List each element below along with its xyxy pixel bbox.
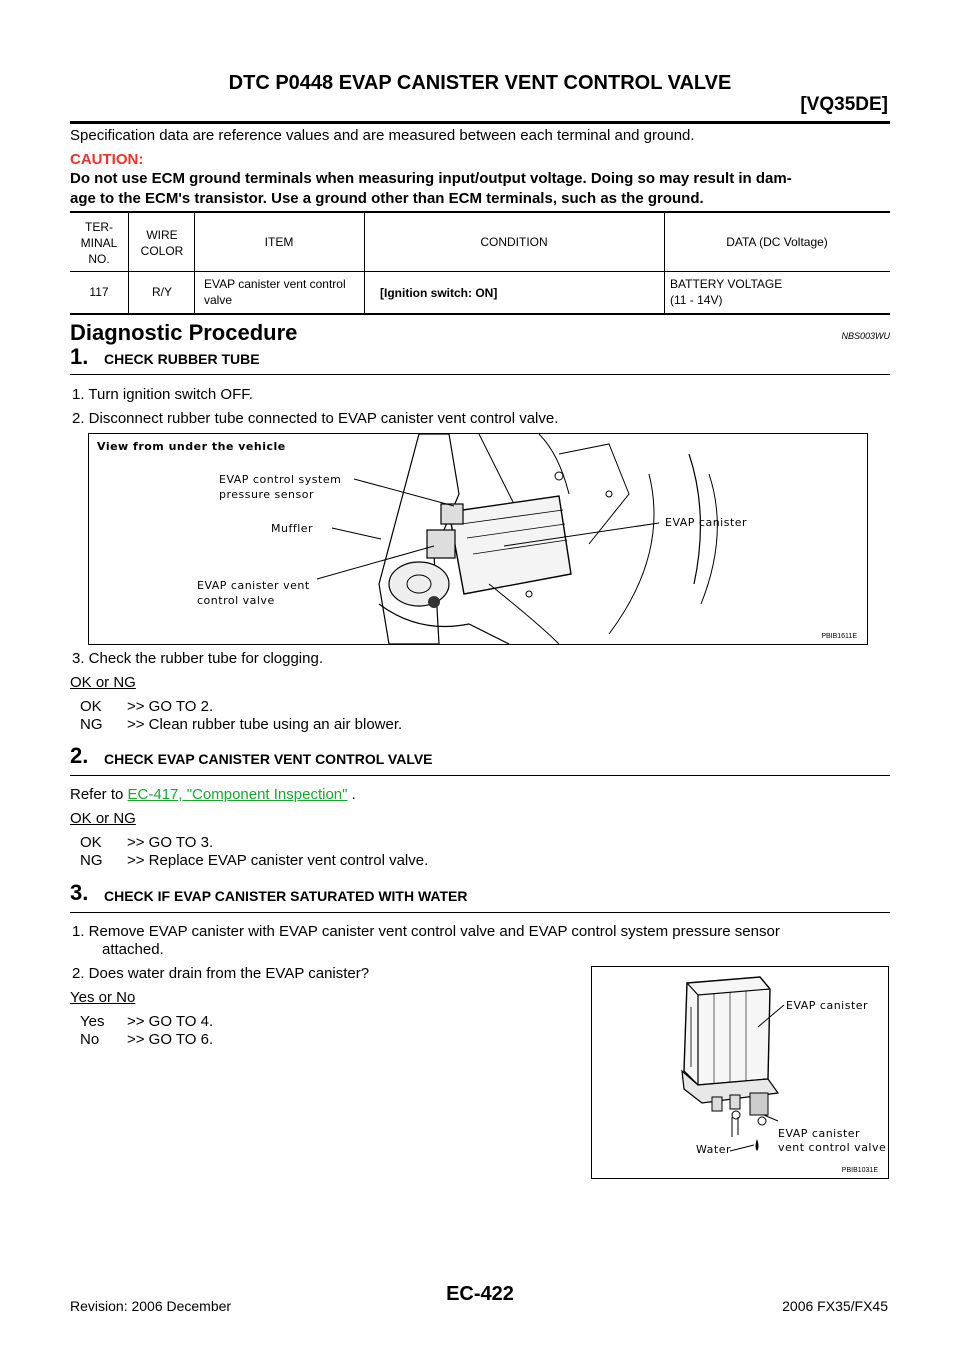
revision-date: Revision: 2006 December — [70, 1298, 232, 1314]
evap-layout-illustration — [89, 434, 867, 644]
label-water: Water — [696, 1143, 732, 1156]
step-1-number: 1. — [70, 344, 89, 369]
col-header-terminal: TER- MINAL NO. — [80, 220, 118, 266]
step-2-ok-value: >> GO TO 3. — [127, 834, 214, 851]
step-1-title: CHECK RUBBER TUBE — [104, 351, 260, 367]
cell-wire: R/Y — [151, 285, 172, 299]
step-3-item-1-cont: attached. — [102, 941, 164, 958]
label-evap-canister-2: EVAP canister — [786, 999, 869, 1012]
step-3-item-2: 2. Does water drain from the EVAP canister? — [72, 965, 370, 982]
caution-label: CAUTION: — [70, 151, 144, 168]
step-2-ng-value: >> Replace EVAP canister vent control valve. — [127, 852, 429, 869]
page-number: EC-422 — [446, 1283, 514, 1305]
cell-data: BATTERY VOLTAGE (11 - 14V) — [670, 277, 783, 307]
col-header-condition: CONDITION — [480, 235, 548, 249]
table-col-line — [194, 213, 195, 313]
header-rule — [70, 121, 890, 124]
step-3-no-value: >> GO TO 6. — [127, 1031, 214, 1048]
page-title: DTC P0448 EVAP CANISTER VENT CONTROL VALVE — [228, 72, 732, 94]
step-2-ok-key: OK — [80, 834, 102, 851]
col-header-wire: WIRE COLOR — [140, 228, 184, 258]
step-2-refer: Refer to EC-417, "Component Inspection" . — [70, 786, 356, 803]
caution-line-2: age to the ECM's transistor. Use a ground other than ECM terminals, such as the ground. — [70, 190, 704, 207]
step-1-item-2: 2. Disconnect rubber tube connected to EVAP canister vent control valve. — [72, 410, 559, 427]
section-heading: Diagnostic Procedure — [70, 320, 298, 345]
step-2-okng: OK or NG — [70, 810, 136, 827]
vehicle-model: 2006 FX35/FX45 — [782, 1298, 888, 1314]
table-col-line — [364, 213, 365, 313]
step-1-ng-value: >> Clean rubber tube using an air blower. — [127, 716, 403, 733]
cell-condition: [Ignition switch: ON] — [380, 286, 498, 300]
step-3-yes-value: >> GO TO 4. — [127, 1013, 214, 1030]
engine-model: [VQ35DE] — [800, 94, 888, 115]
step-1-rule — [70, 374, 890, 375]
label-evap-canister: EVAP canister — [665, 516, 748, 529]
cell-item: EVAP canister vent control valve — [204, 277, 346, 307]
step-3-item-1: 1. Remove EVAP canister with EVAP canister vent control valve and EVAP control system pressure sensor — [72, 923, 780, 940]
step-3-title: CHECK IF EVAP CANISTER SATURATED WITH WATER — [104, 888, 468, 904]
step-2-title: CHECK EVAP CANISTER VENT CONTROL VALVE — [104, 751, 433, 767]
table-top-rule — [70, 211, 890, 213]
component-inspection-link[interactable]: EC-417, "Component Inspection" — [127, 786, 348, 803]
figure-evap-canister-water — [591, 966, 889, 1179]
label-vent-valve: EVAP canister vent control valve — [197, 579, 310, 607]
col-header-data: DATA (DC Voltage) — [726, 235, 828, 249]
step-2-number: 2. — [70, 743, 89, 768]
table-bottom-rule — [70, 313, 890, 315]
step-2-ng-key: NG — [80, 852, 103, 869]
table-mid-rule — [70, 271, 890, 272]
step-1-ok-key: OK — [80, 698, 102, 715]
step-3-yes-key: Yes — [80, 1013, 105, 1030]
figure-evap-layout — [88, 433, 868, 645]
table-col-line — [664, 213, 665, 313]
step-1-ok-value: >> GO TO 2. — [127, 698, 214, 715]
section-code: NBS003WU — [841, 331, 890, 341]
step-3-no-key: No — [80, 1031, 100, 1048]
label-muffler: Muffler — [271, 522, 314, 535]
step-1-okng: OK or NG — [70, 674, 136, 691]
label-pressure-sensor: EVAP control system pressure sensor — [219, 473, 342, 501]
figure-code-2: PBIB1031E — [841, 1167, 878, 1174]
figure-caption: View from under the vehicle — [97, 440, 286, 453]
step-1-item-3: 3. Check the rubber tube for clogging. — [72, 650, 323, 667]
label-vent-valve-2: EVAP canister vent control valve — [778, 1127, 887, 1154]
spec-note: Specification data are reference values and are measured between each terminal and ground. — [70, 127, 695, 144]
cell-terminal: 117 — [89, 285, 109, 299]
figure-code: PBIB1611E — [821, 633, 857, 640]
col-header-item: ITEM — [264, 235, 294, 249]
table-col-line — [128, 213, 129, 313]
step-2-rule — [70, 775, 890, 776]
step-3-number: 3. — [70, 880, 89, 905]
caution-line-1: Do not use ECM ground terminals when measuring input/output voltage. Doing so may result in dam- — [70, 170, 792, 187]
step-3-yesno: Yes or No — [70, 989, 136, 1006]
step-3-rule — [70, 912, 890, 913]
step-1-ng-key: NG — [80, 716, 103, 733]
step-1-item-1: 1. Turn ignition switch OFF. — [72, 386, 253, 403]
